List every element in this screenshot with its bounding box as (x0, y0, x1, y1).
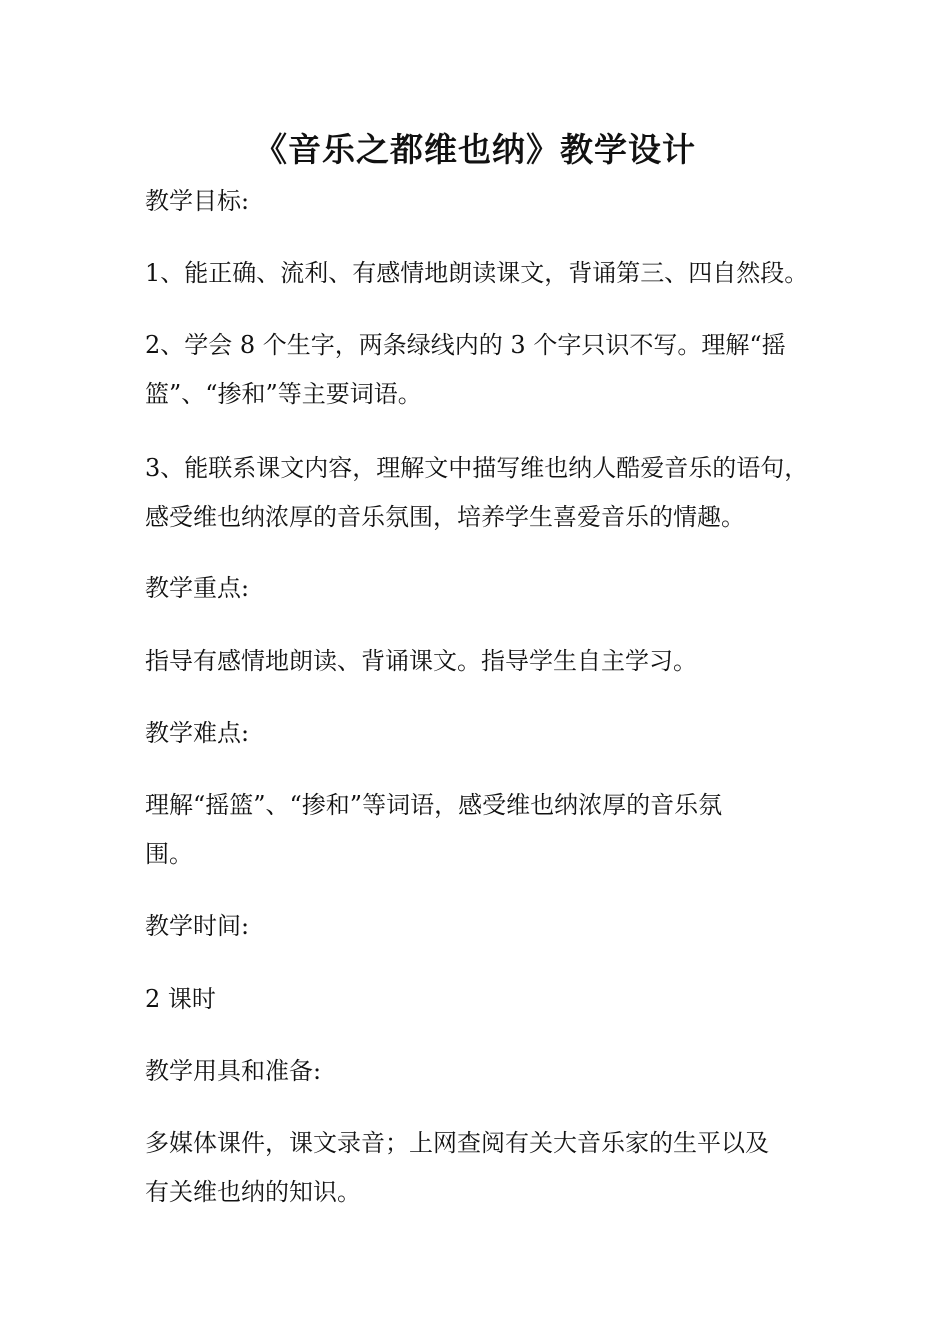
difficulties-heading: 教学难点: (145, 719, 250, 747)
difficulties-line-2: 围。 (145, 840, 193, 868)
time-text: 2 课时 (145, 985, 216, 1013)
objective-2-line-1: 2、学会 8 个生字，两条绿线内的 3 个字只识不写。理解“摇 (145, 331, 786, 359)
difficulties-line-1: 理解“摇篮”、“掺和”等词语，感受维也纳浓厚的音乐氛 (145, 791, 723, 819)
objective-1: 1、能正确、流利、有感情地朗读课文，背诵第三、四自然段。 (145, 259, 809, 287)
objectives-heading: 教学目标: (145, 187, 250, 215)
materials-line-1: 多媒体课件，课文录音；上网查阅有关大音乐家的生平以及 (145, 1129, 769, 1157)
document-title: 《音乐之都维也纳》教学设计 (254, 130, 696, 169)
materials-heading: 教学用具和准备: (145, 1057, 322, 1085)
key-points-text: 指导有感情地朗读、背诵课文。指导学生自主学习。 (145, 647, 697, 675)
time-heading: 教学时间: (145, 912, 250, 940)
materials-line-2: 有关维也纳的知识。 (145, 1178, 361, 1206)
key-points-heading: 教学重点: (145, 574, 250, 602)
objective-2-line-2: 篮”、“掺和”等主要词语。 (145, 380, 422, 408)
objective-3-line-2: 感受维也纳浓厚的音乐氛围，培养学生喜爱音乐的情趣。 (145, 503, 745, 531)
objective-3-line-1: 3、能联系课文内容，理解文中描写维也纳人酷爱音乐的语句， (145, 454, 809, 482)
